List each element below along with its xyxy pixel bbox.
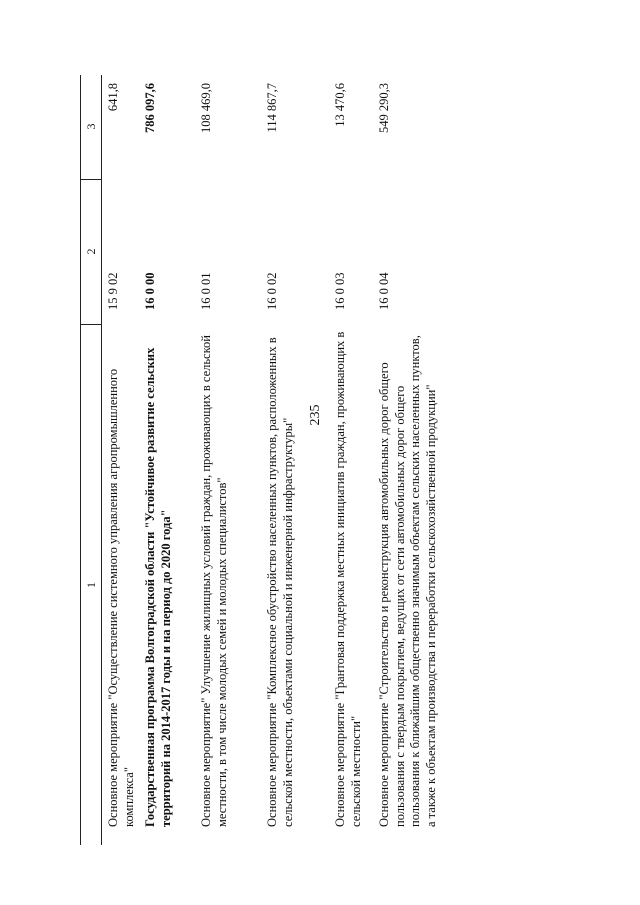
table-header-row: [80, 75, 102, 845]
row-value: 549 290,3: [377, 83, 391, 133]
row-code: 16 0 00: [143, 272, 157, 310]
row-value: 108 469,0: [199, 83, 213, 133]
row-name: Основное мероприятие "Осуществление системного управления агропромышленного комплекса": [106, 368, 136, 827]
row-name: Государственная программа Волгоградской области "Устойчивое развитие сельских территорий на 2014-2017 годы и на период до 2020 года": [143, 347, 173, 827]
header-col-2: 2: [81, 179, 101, 325]
row-code: 16 0 03: [333, 272, 347, 310]
row-value: 641,8: [106, 83, 120, 112]
row-value: 786 097,6: [143, 83, 157, 133]
row-code: 16 0 04: [377, 272, 391, 310]
row-code: 16 0 02: [265, 272, 279, 310]
row-value: 114 867,7: [265, 83, 279, 133]
row-name: Основное мероприятие" Улучшение жилищных условий граждан, проживающих в сельской местности, в том числе молодых семей и молодых специалистов": [199, 335, 229, 827]
row-value: 13 470,6: [333, 83, 347, 127]
row-name: Основное мероприятие "Грантовая поддержка местных инициатив граждан, проживающих в сельской местности": [333, 331, 363, 827]
row-name: Основное мероприятие "Комплексное обустройство населенных пунктов, расположенных в сельской местности, объектами социальной и инженерной инфраструктуры": [265, 337, 295, 827]
row-code: 15 9 02: [106, 272, 120, 310]
header-col-3: 3: [81, 74, 101, 180]
page-number: 235: [308, 404, 323, 426]
budget-table: [80, 75, 440, 845]
row-code: 16 0 01: [199, 272, 213, 310]
row-name: Основное мероприятие "Строительство и реконструкция автомобильных дорог общего пользования с твердым покрытием, ведущих от сети автомобильных дорог общего пользования к ближайшим общественно значимым объектам сельских населенных пунктов, а также к объектам производства и переработки сельскохозяйственной продукции": [377, 335, 438, 827]
header-col-1: 1: [84, 582, 98, 588]
